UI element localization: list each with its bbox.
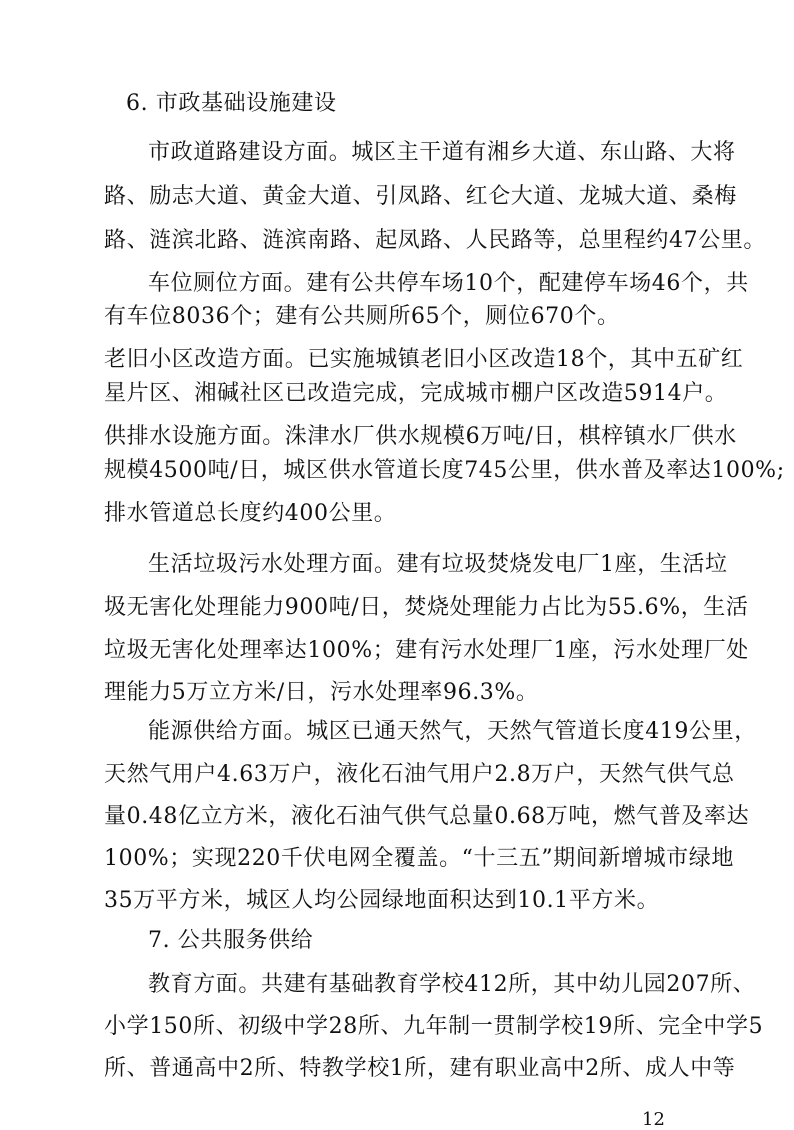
paragraph-line: 排水管道总长度约400公里。 — [104, 501, 397, 526]
paragraph-line: 规模4500吨/日，城区供水管道长度745公里，供水普及率达100%; — [104, 458, 785, 483]
paragraph-line: 路、涟滨北路、涟滨南路、起凤路、人民路等，总里程约47公里。 — [104, 228, 766, 253]
paragraph-line: 小学150所、初级中学28所、九年制一贯制学校19所、完全中学5 — [104, 1014, 764, 1039]
paragraph-line: 生活垃圾污水处理方面。建有垃圾焚烧发电厂1座，生活垃 — [148, 552, 728, 577]
paragraph-line: 能源供给方面。城区已通天然气，天然气管道长度419公里， — [148, 719, 757, 744]
paragraph-line: 市政道路建设方面。城区主干道有湘乡大道、东山路、大将 — [148, 140, 736, 165]
paragraph-line: 100%；实现220千伏电网全覆盖。“十三五”期间新增城市绿地 — [104, 846, 734, 871]
paragraph-line: 车位厕位方面。建有公共停车场10个，配建停车场46个，共 — [148, 271, 749, 296]
paragraph-line: 星片区、湘碱社区已改造完成，完成城市棚户区改造5914户。 — [104, 381, 728, 406]
paragraph-line: 天然气用户4.63万户，液化石油气用户2.8万户，天然气供气总 — [104, 762, 735, 787]
page-number: 12 — [642, 1109, 665, 1130]
paragraph-line: 有车位8036个；建有公共厕所65个，厕位670个。 — [104, 304, 620, 329]
paragraph-line: 理能力5万立方米/日，污水处理率96.3%。 — [104, 680, 539, 705]
section-heading-6: 6. 市政基础设施建设 — [126, 91, 337, 116]
paragraph-line: 路、励志大道、黄金大道、引凤路、红仑大道、龙城大道、桑梅 — [104, 184, 737, 209]
paragraph-line: 供排水设施方面。洙津水厂供水规模6万吨/日，棋梓镇水厂供水 — [104, 424, 737, 449]
paragraph-line: 圾无害化处理能力900吨/日，焚烧处理能力占比为55.6%，生活 — [104, 595, 749, 620]
paragraph-line: 所、普通高中2所、特教学校1所，建有职业高中2所、成人中等 — [104, 1056, 736, 1081]
paragraph-line: 教育方面。共建有基础教育学校412所，其中幼儿园207所、 — [148, 972, 756, 997]
paragraph-line: 垃圾无害化处理率达100%；建有污水处理厂1座，污水处理厂处 — [104, 638, 749, 663]
section-heading-7: 7. 公共服务供给 — [148, 928, 314, 953]
paragraph-line: 老旧小区改造方面。已实施城镇老旧小区改造18个，其中五矿红 — [104, 347, 744, 372]
paragraph-line: 量0.48亿立方米，液化石油气供气总量0.68万吨，燃气普及率达 — [104, 804, 750, 829]
paragraph-line: 35万平方米，城区人均公园绿地面积达到10.1平方米。 — [104, 888, 660, 913]
